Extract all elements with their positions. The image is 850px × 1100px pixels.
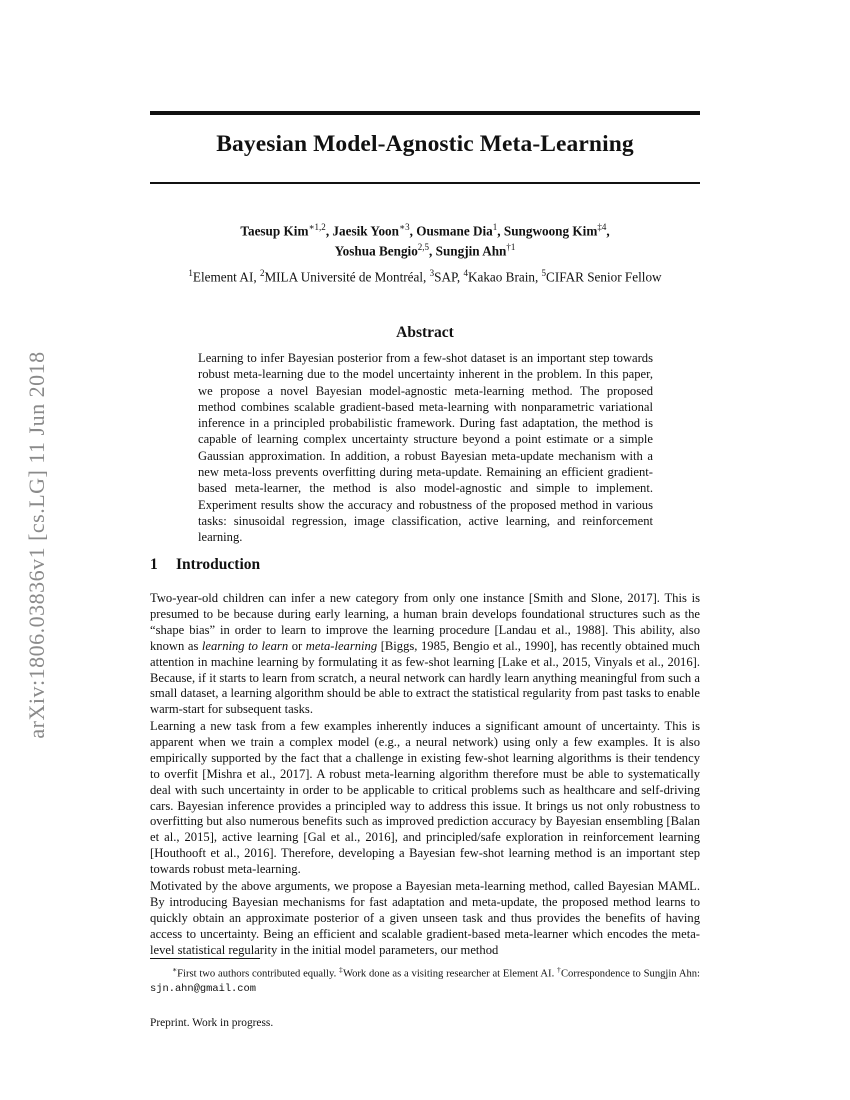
affiliation-text: MILA Université de Montréal, xyxy=(264,269,430,285)
affiliation-text: Element AI, xyxy=(192,269,260,285)
author-name: Yoshua Bengio xyxy=(334,243,418,259)
affiliation-text: SAP, xyxy=(434,269,464,285)
footnote xyxy=(150,963,700,996)
paper-title: Bayesian Model-Agnostic Meta-Learning xyxy=(216,131,634,157)
author-name: Ousmane Dia xyxy=(416,223,493,239)
author-marker: †1 xyxy=(506,242,516,253)
emphasis-meta-learning: meta-learning xyxy=(305,638,378,653)
affiliation-marker: 4 xyxy=(463,268,468,278)
author-marker: ∗1,2 xyxy=(308,222,326,232)
intro-paragraph-1 xyxy=(150,591,700,718)
footnote-marker: † xyxy=(557,965,561,974)
affiliation-marker: 1 xyxy=(188,268,193,278)
footnote-text: Work done as a visiting researcher at Element AI. xyxy=(342,968,558,980)
title-rule-bottom xyxy=(150,182,700,184)
author-marker: 2,5 xyxy=(417,242,430,253)
author-name: Jaesik Yoon xyxy=(332,223,399,239)
author-marker: ‡4 xyxy=(597,222,607,232)
affiliation-marker: 3 xyxy=(429,268,435,278)
author-name: Sungwoong Kim xyxy=(503,223,598,239)
footnote-marker: ∗ xyxy=(172,965,178,974)
affiliation-text: CIFAR Senior Fellow xyxy=(546,269,662,285)
title-rule-top xyxy=(150,111,700,115)
affiliation-text: Kakao Brain, xyxy=(467,269,542,285)
emphasis-learning-to-learn: learning to learn xyxy=(201,638,289,653)
intro-paragraph-3: Motivated by the above arguments, we propose a Bayesian meta-learning method, called Bayesian MAML. By introducing Bayesian mechanisms for fast adaptation and meta-update, the proposed method learns to quickly obtain an approximate posterior of a given unseen task and thus provides the benefits of having access to uncertainty. Being an efficient and scalable gradient-based meta-learner which encodes the meta-level statistical regularity in the initial model parameters, our method xyxy=(150,879,700,957)
preprint-notice: Preprint. Work in progress. xyxy=(150,1017,274,1029)
author-name: Taesup Kim xyxy=(240,223,309,239)
author-list: Taesup Kim$^{∗1,2}$, Jaesik Yoon$^{∗3}$, Ousmane Dia$^1$, Sungwoong Kim$^{\ddagger 4}$, Yoshua Bengio$^{2,5}$, Sungjin Ahn$^{\dagger 1}$ xyxy=(240,222,610,259)
abstract-heading: Abstract xyxy=(396,324,454,341)
footnote-text: Correspondence to Sungjin Ahn: xyxy=(560,968,701,980)
affiliation-marker: 5 xyxy=(541,268,547,278)
paragraph-text: [Biggs, 1985, Bengio et al., 1990], has recently obtained much attention in machine learning by formulating it as few-shot learning [Lake et al., 2015, Vinyals et al., 2016]. Because, if it starts to learn from scratch, a neural network can hardly learn anything meaningful from such a small dataset, a learning algorithm should be able to extract the statistical regularity from past tasks to enable warm-start for subsequent tasks. xyxy=(150,638,700,717)
footnote-divider xyxy=(150,958,260,959)
footnote-text: First two authors contributed equally. xyxy=(177,968,340,980)
affiliations xyxy=(140,268,710,285)
section-number: 1 xyxy=(150,556,158,573)
paragraph-text: or xyxy=(288,638,306,653)
section-heading-introduction xyxy=(150,556,260,574)
contact-email-link[interactable]: sjn.ahn@gmail.com xyxy=(150,982,257,995)
section-title: Introduction xyxy=(176,556,261,573)
arxiv-sidebar-stamp xyxy=(12,300,62,790)
arxiv-id-text: arXiv:1806.03836v1 [cs.LG] 11 Jun 2018 xyxy=(24,351,49,739)
affiliation-marker: 2 xyxy=(259,268,265,278)
footnote-marker: ‡ xyxy=(339,965,343,974)
abstract-body: Learning to infer Bayesian posterior from a few-shot dataset is an important step towards robust meta-learning due to the model uncertainty inherent in the problem. In this paper, we propose a novel Bayesian model-agnostic meta-learning method. The proposed method combines scalable gradient-based meta-learning with nonparametric variational inference in a principled probabilistic framework. During fast adaptation, the method is capable of learning complex uncertainty structure beyond a point estimate or a simple Gaussian approximation. In addition, a robust Bayesian meta-update mechanism with a new meta-loss prevents overfitting during meta-update. Remaining an efficient gradient-based meta-learner, the method is also model-agnostic and simple to implement. Experiment results show the accuracy and robustness of the proposed method in various tasks: sinusoidal regression, image classification, active learning, and reinforcement learning. xyxy=(198,351,653,545)
paragraph-text: Two-year-old children can infer a new category from only one instance [Smith and Slone, 2017]. This is presumed to be because during early learning, a human brain develops foundational structures such as the “shape bias” in order to learn to improve the learning procedure [Landau et al., 1988]. This ability, also known as xyxy=(150,591,700,653)
intro-paragraph-2: Learning a new task from a few examples inherently induces a significant amount of uncertainty. This is apparent when we train a complex model (e.g., a neural network) using only a few examples. It is also empirically supported by the fact that a challenge in existing few-shot learning algorithms is their tendency to overfit [Mishra et al., 2017]. A robust meta-learning algorithm therefore must be able to systematically deal with such uncertainty in order to be applicable to critical problems such as healthcare and self-driving cars. Bayesian inference provides a principled way to address this issue. It brings us not only robustness to overfitting but also numerous benefits such as improved prediction accuracy by Bayesian ensembling [Balan et al., 2015], active learning [Gal et al., 2016], and principled/safe exploration in reinforcement learning [Houthooft et al., 2016]. Therefore, developing a Bayesian few-shot learning method is an important step towards robust meta-learning. xyxy=(150,719,700,877)
author-marker: ∗3 xyxy=(398,222,410,232)
author-name: Sungjin Ahn xyxy=(435,243,507,259)
author-marker: 1 xyxy=(492,222,498,232)
